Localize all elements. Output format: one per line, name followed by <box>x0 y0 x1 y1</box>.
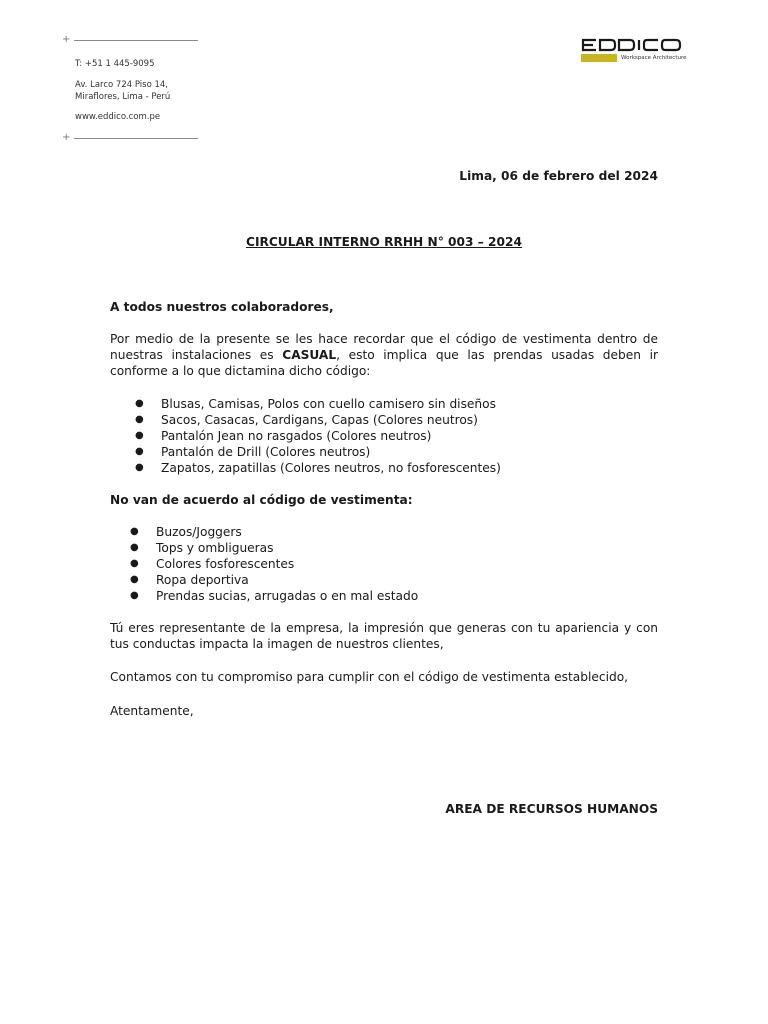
bullet-icon: ● <box>135 430 144 441</box>
paragraph-1-text: Por medio de la presente se les hace recordar que el código de vestimenta dentro de nuestras instalaciones es <box>110 332 658 362</box>
allowed-clothing-list <box>135 396 501 476</box>
header-address-line1: Av. Larco 724 Piso 14, <box>75 80 168 90</box>
bullet-icon: ● <box>135 398 144 409</box>
letter-paragraph-2: Tú eres representante de la empresa, la impresión que generas con tu apariencia y con tus conductas impacta la imagen de nuestros clientes, <box>110 621 658 651</box>
bullet-icon: ● <box>130 574 139 585</box>
header-website: www.eddico.com.pe <box>75 112 161 122</box>
list-item <box>135 460 501 476</box>
casual-emphasis: CASUAL <box>282 348 337 362</box>
list-item <box>130 588 418 604</box>
letter-date: Lima, 06 de febrero del 2024 <box>459 169 658 183</box>
list-item-text: Pantalón Jean no rasgados (Colores neutros) <box>161 429 432 443</box>
bullet-icon: ● <box>135 446 144 457</box>
header-rule-bottom <box>62 132 198 148</box>
list-item-text: Blusas, Camisas, Polos con cuello camisero sin diseños <box>161 397 496 411</box>
letter-signature: AREA DE RECURSOS HUMANOS <box>445 802 658 816</box>
letter-greeting: A todos nuestros colaboradores, <box>110 300 334 314</box>
letter-title: CIRCULAR INTERNO RRHH N° 003 – 2024 <box>246 235 522 249</box>
letter-paragraph-1 <box>110 331 658 379</box>
list-item <box>130 556 418 572</box>
list-item <box>135 444 501 460</box>
bullet-icon: ● <box>135 414 144 425</box>
list-item-text: Sacos, Casacas, Cardigans, Capas (Colores neutros) <box>161 413 478 427</box>
list-item <box>135 428 501 444</box>
paragraph-1-text-end: , esto implica que las prendas usadas deben ir conforme a lo que dictamina dicho código: <box>110 348 658 378</box>
header-address-line2: Miraflores, Lima - Perú <box>75 92 171 102</box>
letter-closing: Atentamente, <box>110 704 194 718</box>
company-logo <box>580 37 692 65</box>
list-item-text: Prendas sucias, arrugadas o en mal estado <box>156 589 419 603</box>
bullet-icon: ● <box>130 558 139 569</box>
list-item-text: Pantalón de Drill (Colores neutros) <box>161 445 371 459</box>
list-item-text: Tops y ombligueras <box>156 541 274 555</box>
logo-tagline: Workspace Architecture <box>621 55 687 61</box>
not-allowed-heading: No van de acuerdo al código de vestimenta: <box>110 493 413 507</box>
list-item <box>130 540 418 556</box>
list-item <box>135 396 501 412</box>
header-rule-top <box>62 34 198 50</box>
list-item-text: Buzos/Joggers <box>156 525 242 539</box>
plus-icon: + <box>62 132 71 143</box>
logo-accent-bar <box>581 54 617 62</box>
letter-paragraph-3: Contamos con tu compromiso para cumplir con el código de vestimenta establecido, <box>110 670 629 684</box>
bullet-icon: ● <box>135 462 144 473</box>
plus-icon: + <box>62 34 71 45</box>
list-item-text: Colores fosforescentes <box>156 557 295 571</box>
list-item <box>130 524 418 540</box>
list-item <box>130 572 418 588</box>
not-allowed-clothing-list <box>130 524 418 604</box>
header-phone: T: +51 1 445-9095 <box>75 59 155 69</box>
list-item <box>135 412 501 428</box>
bullet-icon: ● <box>130 526 139 537</box>
list-item-text: Zapatos, zapatillas (Colores neutros, no fosforescentes) <box>161 461 501 475</box>
bullet-icon: ● <box>130 542 139 553</box>
list-item-text: Ropa deportiva <box>156 573 249 587</box>
bullet-icon: ● <box>130 590 139 601</box>
